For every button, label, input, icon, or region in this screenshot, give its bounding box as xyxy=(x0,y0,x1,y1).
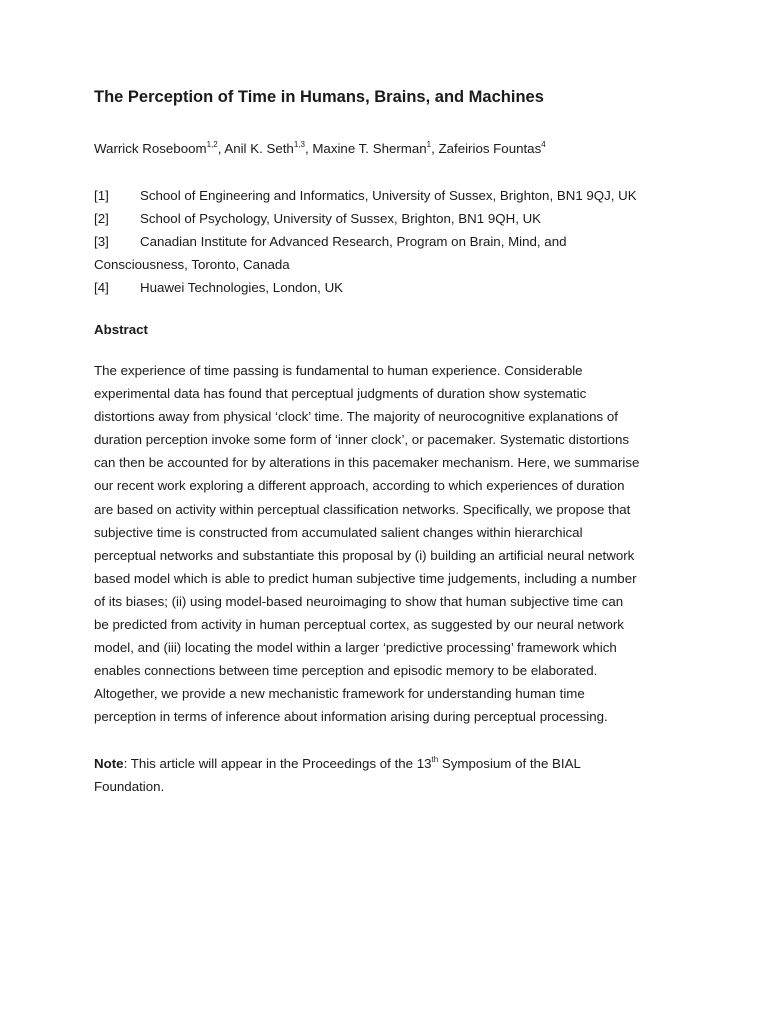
affiliation-number: [4] xyxy=(94,280,109,295)
affiliation-text: School of Psychology, University of Sussex, Brighton, BN1 9QH, UK xyxy=(140,211,542,226)
author-affiliation-sup: 1,3 xyxy=(293,140,305,149)
abstract-line: model, and (iii) locating the model within a larger ‘predictive processing’ framework which xyxy=(94,640,617,656)
paper-title: The Perception of Time in Humans, Brains, and Machines xyxy=(94,88,544,106)
affiliation-number: [2] xyxy=(94,211,109,226)
abstract-line: perception in terms of inference about information arising during perceptual processing. xyxy=(94,709,608,725)
author-name: Anil K. Seth xyxy=(224,141,294,156)
author-separator: , xyxy=(431,141,439,156)
author-list xyxy=(94,139,546,158)
abstract-line: The experience of time passing is fundamental to human experience. Considerable xyxy=(94,363,583,378)
author-name: Warrick Roseboom xyxy=(94,141,207,156)
note-line-2: Foundation. xyxy=(94,779,165,794)
author-name: Zafeirios Fountas xyxy=(438,141,542,156)
author-separator: , xyxy=(304,141,313,156)
affiliation-number: [3] xyxy=(94,234,109,249)
abstract-heading: Abstract xyxy=(94,322,148,337)
affiliation-number: [1] xyxy=(94,188,109,203)
note-text: : This article will appear in the Proceedings of the 13 xyxy=(123,756,432,771)
abstract-line: our recent work exploring a different approach, according to which experiences of duration xyxy=(94,478,625,494)
note-ordinal-sup: th xyxy=(431,755,439,764)
author-separator: , xyxy=(217,141,225,156)
abstract-line: Altogether, we provide a new mechanistic framework for understanding human time xyxy=(94,686,585,702)
abstract-body xyxy=(94,359,684,729)
author-affiliation-sup: 1,2 xyxy=(206,140,218,149)
affiliation-continuation: Consciousness, Toronto, Canada xyxy=(94,257,290,272)
affiliation-text: Canadian Institute for Advanced Research, Program on Brain, Mind, and xyxy=(140,234,567,249)
abstract-line: duration perception invoke some form of ‘inner clock’, or pacemaker. Systematic distortions xyxy=(94,432,630,448)
affiliation-item xyxy=(94,184,694,207)
abstract-line: are based on activity within perceptual classification networks. Specifically, we propose that xyxy=(94,501,631,517)
abstract-line: distortions away from physical ‘clock’ time. The majority of neurocognitive explanations of xyxy=(94,409,618,425)
affiliation-item xyxy=(94,230,694,253)
abstract-line: based model which is able to predict human subjective time judgements, including a number xyxy=(94,570,637,586)
author-affiliation-sup: 1 xyxy=(426,140,432,149)
affiliation-item xyxy=(94,207,694,230)
note-text-continued: Symposium of the BIAL xyxy=(438,756,581,771)
note-line xyxy=(94,752,684,775)
abstract-line: of its biases; (ii) using model-based neuroimaging to show that human subjective time can xyxy=(94,593,624,609)
abstract-line: subjective time is constructed from accumulated salient changes within hierarchical xyxy=(94,524,583,540)
affiliation-text: School of Engineering and Informatics, University of Sussex, Brighton, BN1 9QJ, UK xyxy=(140,188,637,203)
abstract-line: be predicted from activity in human perceptual cortex, as suggested by our neural network xyxy=(94,617,624,633)
abstract-line: experimental data has found that perceptual judgments of duration show systematic xyxy=(94,386,587,402)
author-affiliation-sup: 4 xyxy=(541,140,546,149)
affiliation-text: Huawei Technologies, London, UK xyxy=(140,280,344,295)
abstract-line: perceptual networks and substantiate this proposal by (i) building an artificial neural network xyxy=(94,547,635,563)
abstract-line: enables connections between time perception and episodic memory to be elaborated. xyxy=(94,663,598,679)
publication-note xyxy=(94,752,684,798)
abstract-line: can then be accounted for by alterations in this pacemaker mechanism. Here, we summarise xyxy=(94,455,640,471)
affiliation-list xyxy=(94,184,694,299)
author-name: Maxine T. Sherman xyxy=(312,141,427,156)
note-label: Note xyxy=(94,756,124,771)
affiliation-item xyxy=(94,276,694,299)
